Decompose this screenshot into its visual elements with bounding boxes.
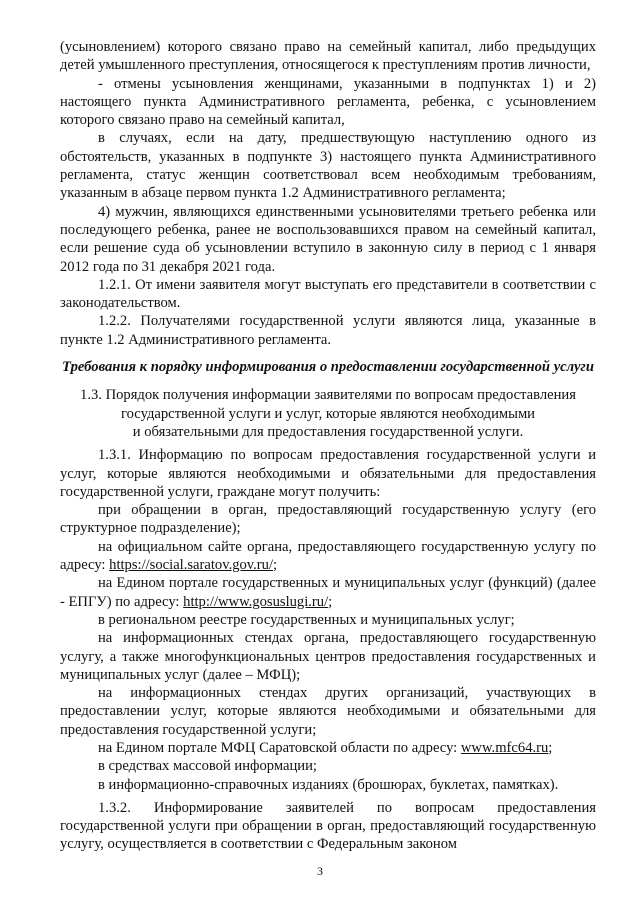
- paragraph: [60, 574, 596, 611]
- paragraph: в региональном реестре государственных и муниципальных услуг;: [98, 611, 515, 628]
- paragraph: 1.2.2. Получателями государственной услуги являются лица, указанные в пункте 1.2 Административного регламента.: [60, 313, 596, 348]
- paragraph-text: на Едином портале МФЦ Саратовской области по адресу:: [98, 739, 461, 756]
- paragraph: 4) мужчин, являющихся единственными усыновителями третьего ребенка или последующего ребенка, ранее не воспользовавшихся правом на семейный капитал, если решение суда об усыновлении вступило в законную силу в период с 1 января 2012 года по 31 декабря 2021 года.: [60, 203, 596, 275]
- subsection-title-line: 1.3. Порядок получения информации заявителями по вопросам предоставления: [80, 387, 576, 404]
- paragraph: - отмены усыновления женщинами, указанными в подпунктах 1) и 2) настоящего пункта Административного регламента, ребенка, с усыновлением которого связано право на семейный капитал,: [60, 75, 596, 129]
- gosuslugi-link[interactable]: http://www.gosuslugi.ru/: [183, 593, 329, 610]
- punctuation: ;: [328, 593, 333, 610]
- paragraph: 1.2.1. От имени заявителя могут выступать его представители в соответствии с законодательством.: [60, 276, 596, 312]
- paragraph: на информационных стендах других организаций, участвующих в предоставлении услуг, которые являются необходимыми и обязательными для предоставления государственной услуги;: [60, 685, 596, 738]
- social-site-link[interactable]: https://social.saratov.gov.ru/: [109, 557, 274, 574]
- paragraph-text: на Едином портале государственных и муниципальных услуг (функций) (далее - ЕПГУ) по адресу:: [60, 575, 596, 610]
- paragraph: [60, 538, 596, 575]
- subsection-title-line: государственной услуги и услуг, которые являются необходимыми: [121, 405, 535, 422]
- paragraph: 1.3.1. Информацию по вопросам предоставления государственной услуги и услуг, которые являются необходимыми и обязательными для предоставления государственной услуги, граждане могут получить:: [60, 447, 596, 500]
- paragraph: [60, 739, 596, 757]
- punctuation: ;: [548, 739, 553, 756]
- document-page: [60, 38, 596, 854]
- paragraph: (усыновлением) которого связано право на семейный капитал, либо предыдущих детей умышленного преступления, относящегося к преступлениям против личности,: [60, 39, 596, 74]
- paragraph: в случаях, если на дату, предшествующую наступлению одного из обстоятельств, указанных в подпункте 3) настоящего пункта Административного регламента, статус женщин соответствовал всем необходимым требованиям, указанным в абзаце первом пункта 1.2 Административного регламента;: [60, 130, 596, 202]
- paragraph: в информационно-справочных изданиях (брошюрах, буклетах, памятках).: [98, 776, 559, 793]
- page-number: 3: [317, 864, 323, 878]
- mfc-link[interactable]: www.mfc64.ru: [460, 739, 549, 756]
- paragraph-text: на официальном сайте органа, предоставляющего государственную услугу по адресу:: [60, 538, 596, 574]
- punctuation: ;: [273, 557, 278, 574]
- paragraph: в средствах массовой информации;: [98, 758, 317, 775]
- section-heading: Требования к порядку информирования о предоставлении государственной услуги: [62, 359, 594, 376]
- paragraph: 1.3.2. Информирование заявителей по вопросам предоставления государственной услуги при обращении в орган, предоставляющий государственную услугу, осуществляется в соответствии с Федеральным законом: [60, 799, 596, 853]
- paragraph: на информационных стендах органа, предоставляющего государственную услугу, а также многофункциональных центров предоставления государственных и муниципальных услуг (далее – МФЦ);: [60, 630, 596, 683]
- paragraph: при обращении в орган, предоставляющий государственную услугу (его структурное подразделение);: [60, 502, 596, 537]
- subsection-title-line: и обязательными для предоставления государственной услуги.: [132, 423, 524, 440]
- subsection-title: [60, 386, 596, 441]
